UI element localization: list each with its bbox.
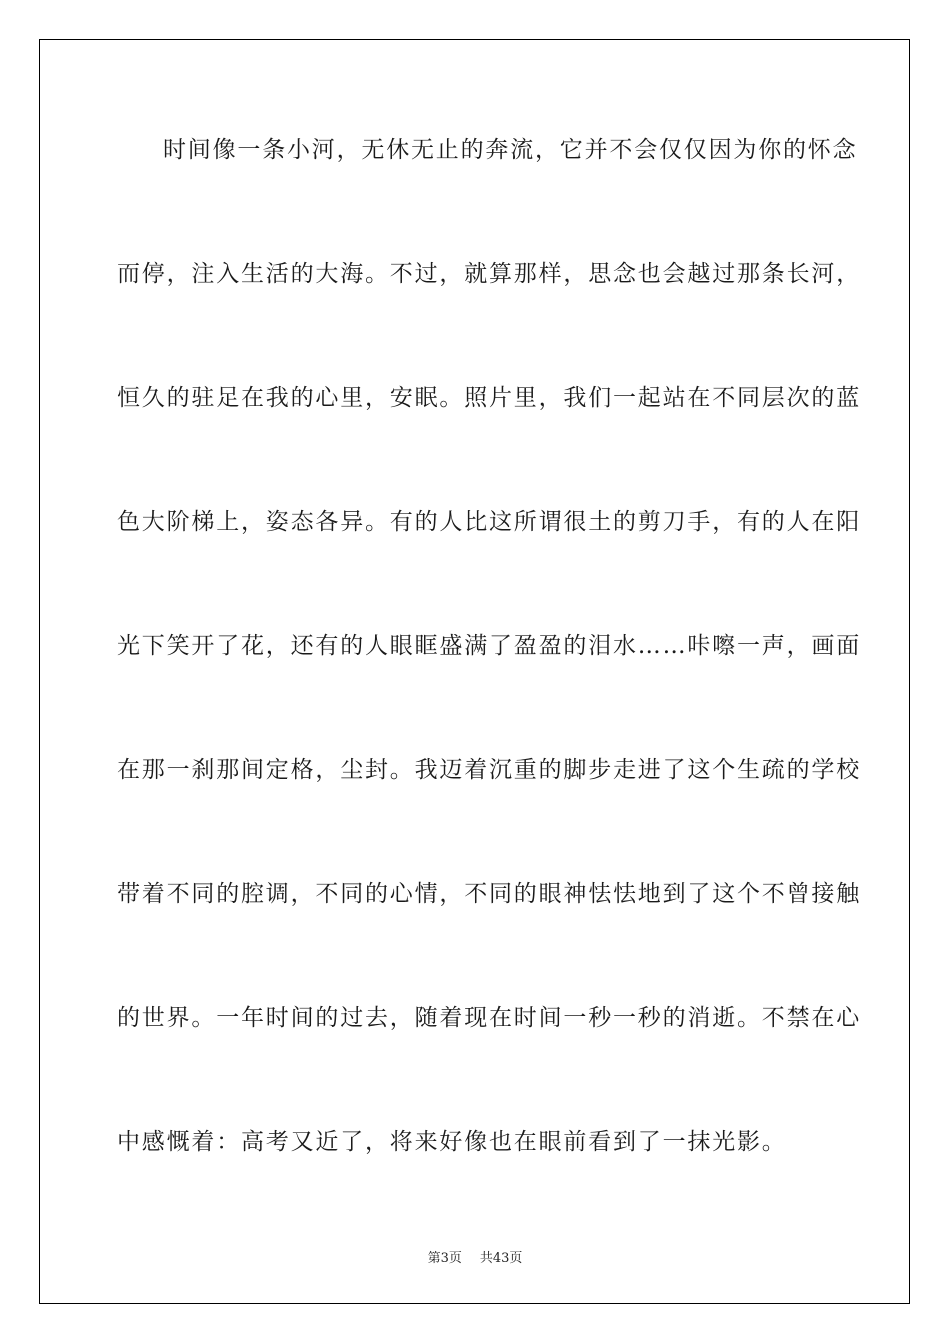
text-line: 色大阶梯上，姿态各异。有的人比这所谓很土的剪刀手，有的人在阳 xyxy=(117,509,861,535)
text-line: 恒久的驻足在我的心里，安眠。照片里，我们一起站在不同层次的蓝 xyxy=(117,385,861,411)
body-text xyxy=(117,128,861,1244)
text-line: 而停，注入生活的大海。不过，就算那样，思念也会越过那条长河， xyxy=(117,261,861,287)
text-line: 时间像一条小河，无休无止的奔流，它并不会仅仅因为你的怀念 xyxy=(163,137,858,163)
page-total: 共43页 xyxy=(479,1251,523,1266)
page-footer xyxy=(0,1247,950,1266)
text-line: 光下笑开了花，还有的人眼眶盛满了盈盈的泪水……咔嚓一声，画面 xyxy=(117,633,861,659)
page-number: 第3页 xyxy=(427,1251,462,1266)
text-line: 在那一刹那间定格，尘封。我迈着沉重的脚步走进了这个生疏的学校 xyxy=(117,757,861,783)
text-line: 中感慨着：高考又近了，将来好像也在眼前看到了一抹光影。 xyxy=(117,1129,787,1155)
text-line: 的世界。一年时间的过去，随着现在时间一秒一秒的消逝。不禁在心 xyxy=(117,1005,861,1031)
text-line: 带着不同的腔调，不同的心情，不同的眼神怯怯地到了这个不曾接触 xyxy=(117,881,861,907)
